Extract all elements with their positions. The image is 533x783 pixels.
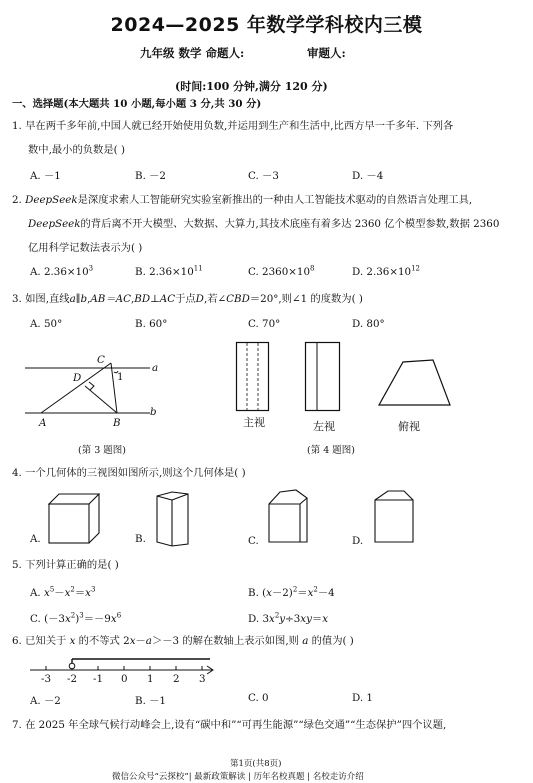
q2-line1: 2. DeepSeek是深度求索人工智能研究实验室新推出的一种由人工智能技术驱动的自然语言处理工具, xyxy=(12,194,473,206)
solid-b-prism xyxy=(152,490,194,550)
q4-left-view xyxy=(305,342,341,412)
q1-option-c: C. －3 xyxy=(248,170,279,182)
q5-stem: 5. 下列计算正确的是( ) xyxy=(12,559,119,571)
right-angle-mark xyxy=(89,382,94,390)
q3-option-c: C. 70° xyxy=(248,318,281,330)
q4-top-view xyxy=(374,358,454,410)
q1-line2: 数中,最小的负数是( ) xyxy=(28,144,125,156)
fig3-label-a: a xyxy=(152,362,159,374)
page-title: 2024—2025 年数学学科校内三模 xyxy=(110,14,423,36)
fig3-label-B: B xyxy=(113,417,121,429)
q3-option-a: A. 50° xyxy=(30,318,63,330)
tick-label-2: 2 xyxy=(173,673,180,685)
q1-option-d: D. －4 xyxy=(352,170,384,182)
q2-option-c: C. $2360\times 10^8$ xyxy=(248,264,315,278)
q1-line1: 1. 早在两千多年前,中国人就已经开始使用负数,并运用到生产和生活中,比西方早一千多年. 下列各 xyxy=(12,120,454,132)
q4-option-a: A. xyxy=(30,533,41,545)
q1-option-b: B. －2 xyxy=(135,170,166,182)
q3-stem: 3. 如图,直线a∥b,AB＝AC,BD⊥AC于点D,若∠CBD＝20°,则∠1 的度数为( ) xyxy=(12,293,363,305)
page-number: 第1页(共8页) xyxy=(230,759,282,769)
solid-c-pentagonal xyxy=(266,488,312,546)
fig4-caption: (第 4 题图) xyxy=(307,445,355,456)
q5-option-b: B. $(x-2)^2=x^2-4$ xyxy=(248,585,335,599)
q4-option-d: D. xyxy=(352,535,364,547)
tick-label-0: 0 xyxy=(121,673,128,685)
section-heading: 一、选择题(本大题共 10 小题,每小题 3 分,共 30 分) xyxy=(12,98,262,110)
solid-d-pentagonal xyxy=(372,488,418,546)
q6-option-c: C. 0 xyxy=(248,692,269,704)
subtitle-left: 九年级 数学 命题人: xyxy=(140,46,245,60)
q1-option-a: A. －1 xyxy=(30,170,61,182)
q6-option-a: A. －2 xyxy=(30,695,61,707)
tick-label-neg2: -2 xyxy=(67,673,78,685)
footer-line: 微信公众号“云探校”| 最新政策解读 | 历年名校真题 | 名校走访介绍 xyxy=(112,772,364,782)
tick-label-3: 3 xyxy=(199,673,206,685)
q4-stem: 4. 一个几何体的三视图如图所示,则这个几何体是( ) xyxy=(12,467,246,479)
q4-front-label: 主视 xyxy=(243,416,265,429)
q5-option-a: A. $x^5-x^2=x^3$ xyxy=(30,585,96,599)
q3-option-b: B. 60° xyxy=(135,318,168,330)
segment-bd xyxy=(85,386,117,413)
q3-option-d: D. 80° xyxy=(352,318,385,330)
fig3-label-d: D xyxy=(73,372,82,384)
fig3-label-b: b xyxy=(150,406,157,418)
q2-option-a: A. $2.36\times 10^3$ xyxy=(30,264,94,278)
tick-label-neg3: -3 xyxy=(41,673,52,685)
tick-label-1: 1 xyxy=(147,673,154,685)
q4-top-label: 俯视 xyxy=(398,420,420,433)
fig3-label-A: A xyxy=(39,417,47,429)
subtitle-right: 审题人: xyxy=(307,46,346,60)
q2-line2: DeepSeek的背后离不开大模型、大数据、大算力,其技术底座有着多达 2360 亿个模型参数,数据 2360 xyxy=(28,218,500,230)
q5-option-c: C. $(-3x^2)^3=-9x^6$ xyxy=(30,611,122,625)
q5-option-d: D. $3x^2y\div 3xy=x$ xyxy=(248,611,329,625)
q2-option-b: B. $2.36\times 10^{11}$ xyxy=(135,264,203,278)
q6-option-b: B. －1 xyxy=(135,695,166,707)
q4-left-label: 左视 xyxy=(313,420,335,433)
solid-a-cube xyxy=(46,490,102,546)
fig3-label-1: 1 xyxy=(117,371,124,383)
q2-line3: 亿用科学记数法表示为( ) xyxy=(28,242,143,254)
fig3-caption: (第 3 题图) xyxy=(78,445,126,456)
fig3-label-c: C xyxy=(97,354,105,366)
q2-option-d: D. $2.36\times 10^{12}$ xyxy=(352,264,421,278)
q6-option-d: D. 1 xyxy=(352,692,373,704)
time-info: (时间:100 分钟,满分 120 分) xyxy=(175,80,328,93)
q4-option-c: C. xyxy=(248,535,259,547)
q7-line1: 7. 在 2025 年全球气候行动峰会上,设有“碳中和”“可再生能源”“绿色交通”“生态保护”四个议题, xyxy=(12,719,447,731)
q4-front-view xyxy=(236,342,270,412)
q4-option-b: B. xyxy=(135,533,146,545)
tick-label-neg1: -1 xyxy=(93,673,104,685)
q6-stem: 6. 已知关于 x 的不等式 2x－a＞－3 的解在数轴上表示如图,则 a 的值为( ) xyxy=(12,635,354,647)
